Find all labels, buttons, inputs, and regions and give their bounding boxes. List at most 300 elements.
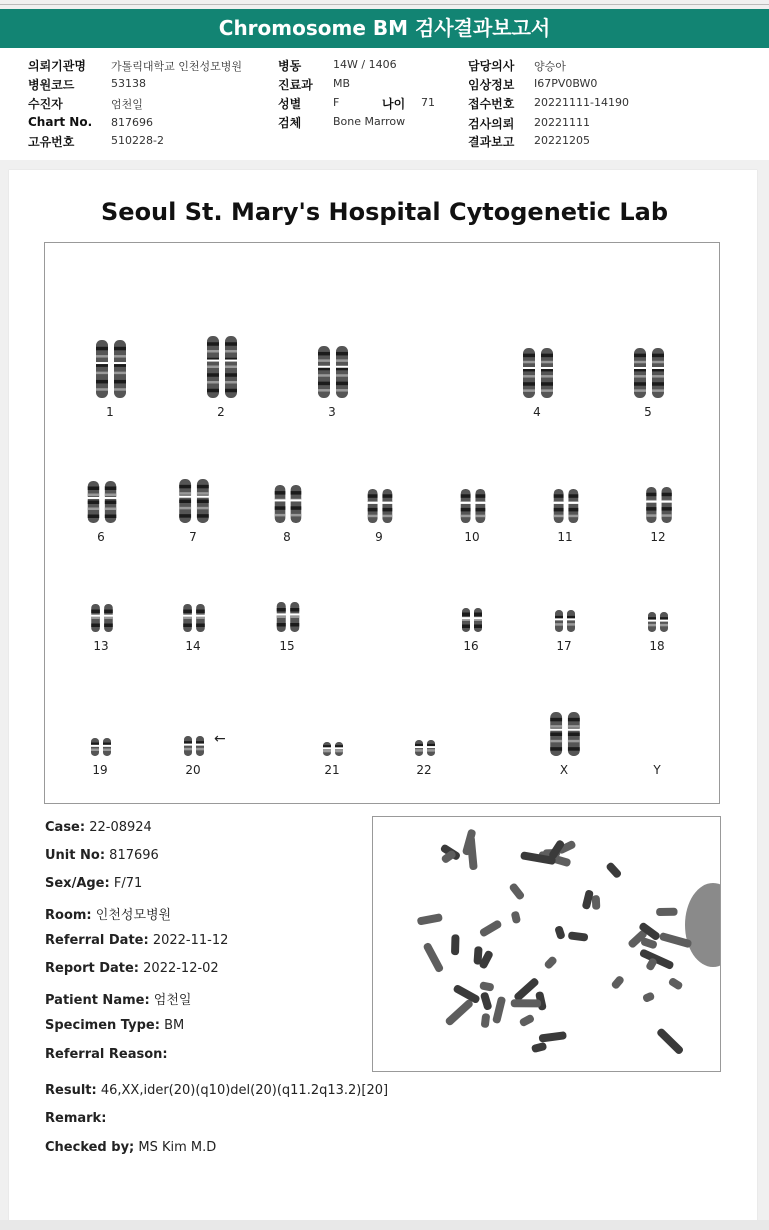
metaphase-chromosome — [543, 955, 558, 970]
chromosome-band — [183, 624, 192, 628]
chromosome-band — [225, 389, 237, 393]
chromosome-label: 8 — [283, 530, 291, 544]
chromosome-band — [336, 374, 348, 377]
chromosome — [660, 612, 668, 632]
chromosome-band — [104, 624, 113, 628]
result-row: Result: 46,XX,ider(20)(q10)del(20)(q11.2q13.2)[20] — [45, 1083, 389, 1098]
centromere — [541, 367, 554, 369]
centromere — [661, 501, 672, 503]
chromosome — [662, 487, 672, 523]
chromosome-band — [104, 610, 113, 614]
chromosome-band — [462, 625, 470, 629]
chromosome — [475, 489, 485, 523]
chromosome-pair — [634, 348, 665, 398]
room-row: Room: 인천성모병원 — [45, 908, 172, 923]
chromosome-band — [415, 749, 423, 752]
chromosome-band — [474, 613, 482, 617]
metaphase-spread-panel — [372, 816, 721, 1072]
bottom-strip — [0, 1220, 769, 1230]
chromosome-label: 16 — [463, 639, 479, 653]
centromere — [318, 366, 331, 368]
chromosome-band — [179, 500, 191, 504]
chromosome-band — [568, 725, 580, 728]
karyotype-image — [45, 243, 719, 803]
chromosome-pair — [179, 479, 210, 523]
chromosome-band — [96, 388, 108, 391]
report-banner — [0, 9, 769, 48]
chromosome-band — [291, 514, 302, 517]
info-label: 결과보고 — [468, 135, 515, 149]
chromosome-band — [554, 508, 564, 512]
chromosome-label: 5 — [644, 405, 652, 419]
centromere — [91, 745, 100, 747]
chromosome-band — [550, 718, 562, 722]
checked-by-row: Checked by; MS Kim M.D — [45, 1140, 217, 1155]
centromere — [196, 615, 206, 617]
chromosome-band — [368, 494, 378, 498]
centromere — [96, 362, 109, 364]
chromosome-label: 21 — [324, 763, 340, 777]
info-label: 임상정보 — [468, 78, 515, 92]
chromosome-band — [275, 506, 286, 510]
chromosome-label: 7 — [189, 530, 197, 544]
centromere — [555, 618, 564, 620]
chromosome-band — [646, 514, 656, 517]
chromosome-band — [91, 624, 100, 628]
chromosome-band — [96, 372, 108, 375]
chromosome-band — [196, 624, 205, 628]
metaphase-chromosome — [481, 1013, 491, 1028]
metaphase-spread-image — [373, 817, 720, 1071]
info-value: I67PV0BW0 — [534, 77, 598, 90]
chromosome-band — [275, 491, 286, 495]
metaphase-chromosome — [642, 991, 656, 1003]
chromosome-band — [104, 617, 113, 620]
chromosome-band — [277, 608, 286, 612]
chromosome-band — [277, 616, 286, 619]
chromosome — [648, 612, 656, 632]
centromere — [382, 502, 393, 504]
chromosome-band — [105, 515, 116, 519]
info-label: Chart No. — [28, 115, 93, 129]
chromosome-band — [662, 514, 672, 517]
info-label: 성별 — [278, 97, 302, 111]
metaphase-chromosome — [610, 975, 625, 990]
chromosome-band — [225, 373, 237, 377]
metaphase-chromosome — [639, 948, 675, 970]
chromosome-band — [646, 507, 656, 511]
chromosome-band — [541, 361, 553, 364]
chromosome-band — [652, 361, 664, 364]
chromosome-band — [523, 382, 535, 386]
info-label: 수진자 — [28, 97, 63, 111]
chromosome-band — [555, 623, 563, 626]
chromosome-band — [568, 515, 578, 518]
chromosome-label: 9 — [375, 530, 383, 544]
metaphase-chromosome — [656, 1027, 685, 1055]
chromosome-band — [652, 354, 664, 358]
centromere — [523, 367, 536, 369]
metaphase-chromosome — [519, 1013, 536, 1027]
chromosome — [646, 487, 656, 523]
centromere — [474, 617, 483, 619]
chromosome-pair — [555, 610, 576, 632]
info-value: Bone Marrow — [333, 115, 406, 128]
chromosome-band — [88, 487, 99, 491]
chromosome-band — [179, 492, 191, 495]
metaphase-chromosome — [656, 908, 678, 916]
chromosome — [555, 610, 563, 632]
chromosome-band — [196, 748, 204, 751]
chromosome-band — [207, 342, 219, 346]
metaphase-chromosome — [511, 999, 541, 1007]
chromosome-band — [114, 355, 126, 358]
chromosome-band — [197, 514, 209, 518]
chromosome-band — [318, 382, 330, 386]
chromosome-band — [197, 485, 209, 489]
chromosome-band — [207, 350, 219, 353]
chromosome-pair — [87, 481, 117, 523]
chromosome-band — [662, 493, 672, 497]
chromosome-band — [382, 494, 392, 498]
info-value: 20221111 — [534, 116, 590, 129]
info-value: 20221111-14190 — [534, 96, 629, 109]
chromosome — [461, 489, 471, 523]
metaphase-chromosome — [473, 946, 482, 965]
chromosome-band — [335, 750, 343, 753]
chromosome-label: 22 — [416, 763, 432, 777]
chromosome-band — [318, 352, 330, 356]
chromosome-band — [568, 718, 580, 722]
chromosome-band — [290, 616, 299, 619]
info-value: 510228-2 — [111, 134, 164, 147]
centromere — [290, 499, 302, 501]
centromere — [114, 362, 127, 364]
centromere — [225, 360, 238, 362]
chromosome-band — [114, 388, 126, 391]
chromosome-pair — [276, 602, 300, 632]
chromosome — [103, 738, 111, 756]
metaphase-chromosome — [480, 991, 493, 1010]
chromosome-band — [382, 515, 392, 518]
chromosome-band — [568, 733, 580, 737]
centromere — [274, 499, 286, 501]
chromosome-band — [184, 748, 192, 751]
chromosome-band — [646, 493, 656, 497]
chromosome-band — [662, 507, 672, 511]
chromosome-pair — [91, 738, 112, 756]
centromere — [207, 360, 220, 362]
chromosome-pair — [274, 485, 302, 523]
centromere — [415, 746, 424, 748]
metaphase-chromosome — [531, 1042, 547, 1053]
chromosome-band — [568, 747, 580, 751]
centromere — [634, 367, 647, 369]
chromosome-pair — [462, 608, 483, 632]
chromosome-band — [568, 508, 578, 512]
chromosome-band — [88, 508, 99, 511]
chromosome-label: 14 — [185, 639, 201, 653]
chromosome-band — [290, 608, 299, 612]
centromere — [475, 502, 486, 504]
chromosome-band — [277, 623, 286, 627]
chromosome-band — [550, 740, 562, 743]
chromosome-band — [114, 380, 126, 384]
lab-title: Seoul St. Mary's Hospital Cytogenetic Lab — [101, 198, 668, 226]
chromosome-band — [336, 389, 348, 392]
centromere — [290, 613, 300, 615]
chromosome-label: X — [559, 763, 569, 777]
chromosome — [291, 485, 302, 523]
chromosome-band — [105, 508, 116, 511]
chromosome-band — [179, 514, 191, 518]
centromere — [553, 502, 564, 504]
centromere — [550, 729, 563, 731]
centromere — [648, 620, 657, 622]
chromosome-pair — [553, 489, 579, 523]
referral-date-row: Referral Date: 2022-11-12 — [45, 933, 229, 948]
chromosome-band — [114, 347, 126, 351]
chromosome-band — [554, 515, 564, 518]
info-label: 접수번호 — [468, 97, 515, 111]
chromosome-band — [225, 366, 237, 369]
chromosome-band — [336, 382, 348, 386]
chromosome-band — [318, 389, 330, 392]
chromosome-band — [382, 508, 392, 512]
chromosome — [91, 738, 99, 756]
chromosome-label: 15 — [279, 639, 295, 653]
chromosome-band — [368, 515, 378, 518]
chromosome-band — [475, 515, 485, 518]
chromosome-band — [652, 389, 664, 392]
chromosome-band — [318, 359, 330, 362]
info-value: 20221205 — [534, 134, 590, 147]
info-value: MB — [333, 77, 351, 90]
info-label: 병원코드 — [28, 78, 75, 92]
chromosome-band — [96, 347, 108, 351]
chromosome-band — [91, 610, 100, 614]
chromosome-band — [652, 382, 664, 386]
chromosome-pair — [523, 348, 554, 398]
centromere — [183, 615, 193, 617]
remark-row: Remark: — [45, 1111, 107, 1126]
metaphase-chromosome — [492, 996, 506, 1024]
info-value: F — [333, 96, 340, 109]
chromosome-band — [652, 375, 664, 378]
chromosome-band — [660, 624, 668, 627]
chromosome — [567, 610, 575, 632]
chromosome-band — [523, 389, 535, 392]
info-label: 고유번호 — [28, 135, 75, 149]
chromosome-label: 18 — [649, 639, 665, 653]
chromosome-band — [88, 515, 99, 519]
chromosome-band — [207, 389, 219, 393]
metaphase-chromosome — [605, 861, 622, 879]
info-value: 817696 — [111, 116, 153, 129]
chromosome-band — [567, 623, 575, 626]
chromosome-label: 17 — [556, 639, 572, 653]
chromosome-pair — [96, 340, 127, 398]
chromosome-band — [323, 750, 331, 753]
metaphase-chromosome — [444, 998, 474, 1026]
chromosome-band — [207, 381, 219, 384]
chromosome-band — [318, 374, 330, 377]
chromosome-pair — [646, 487, 673, 523]
chromosome-band — [207, 373, 219, 377]
centromere — [91, 615, 101, 617]
chromosome-band — [197, 492, 209, 495]
chromosome-label: 3 — [328, 405, 336, 419]
centromere — [652, 367, 665, 369]
chromosome-band — [634, 354, 646, 358]
chromosome-band — [179, 507, 191, 510]
chromosome — [568, 489, 578, 523]
chromosome-label: 6 — [97, 530, 105, 544]
chromosome-label: 4 — [533, 405, 541, 419]
chromosome-band — [634, 361, 646, 364]
chromosome-label: 20 — [185, 763, 201, 777]
chromosome-band — [336, 359, 348, 362]
metaphase-chromosome — [568, 931, 589, 941]
unit-row: Unit No: 817696 — [45, 848, 159, 863]
info-value: 양승아 — [534, 60, 566, 73]
chromosome-label: 19 — [92, 763, 108, 777]
top-rule — [0, 4, 769, 5]
chromosome-band — [225, 342, 237, 346]
chromosome-band — [225, 381, 237, 384]
chromosome-band — [105, 494, 116, 497]
chromosome-band — [290, 623, 299, 627]
info-value: 엄천일 — [111, 98, 143, 111]
chromosome-band — [207, 366, 219, 369]
chromosome-band — [427, 749, 435, 752]
chromosome-band — [96, 355, 108, 358]
centromere — [323, 747, 332, 749]
chromosome-pair — [183, 604, 206, 632]
chromosome-band — [291, 491, 302, 495]
centromere — [567, 618, 576, 620]
info-label: 나이 — [382, 97, 406, 111]
centromere — [184, 744, 193, 746]
chromosome-band — [105, 501, 116, 505]
metaphase-chromosome — [511, 911, 522, 925]
centromere — [567, 729, 580, 731]
chromosome-band — [196, 610, 205, 614]
centromere — [104, 497, 116, 499]
centromere — [462, 617, 471, 619]
centromere — [460, 502, 471, 504]
chromosome — [196, 736, 204, 756]
chromosome-pair — [550, 712, 581, 756]
metaphase-chromosome — [668, 977, 684, 991]
chromosome-band — [475, 508, 485, 512]
centromere — [104, 615, 114, 617]
chromosome-band — [461, 515, 471, 518]
chromosome-band — [541, 375, 553, 378]
chromosome-band — [275, 514, 286, 517]
chromosome-pair — [91, 604, 114, 632]
patient-name-row: Patient Name: 엄천일 — [45, 993, 192, 1008]
chromosome — [554, 489, 564, 523]
report-title: Chromosome BM 검사결과보고서 — [218, 16, 551, 40]
centromere — [427, 746, 436, 748]
centromere — [660, 620, 669, 622]
chromosome-label: 10 — [464, 530, 480, 544]
chromosome-band — [475, 494, 485, 498]
chromosome-label: 12 — [650, 530, 666, 544]
chromosome-pair — [415, 740, 436, 756]
chromosome-band — [474, 625, 482, 629]
chromosome-band — [183, 617, 192, 620]
info-label: 진료과 — [278, 78, 313, 92]
chromosome-band — [462, 613, 470, 617]
chromosome-band — [541, 389, 553, 392]
chromosome-band — [461, 494, 471, 498]
chromosome-band — [91, 617, 100, 620]
chromosome-label: 2 — [217, 405, 225, 419]
metaphase-chromosome — [451, 934, 460, 955]
sex-age-row: Sex/Age: F/71 — [45, 876, 143, 891]
centromere — [276, 613, 286, 615]
chromosome-label: Y — [653, 763, 661, 777]
metaphase-chromosome — [422, 942, 444, 974]
chromosome-pair — [184, 736, 205, 756]
centromere — [87, 497, 99, 499]
chromosome-band — [105, 487, 116, 491]
chromosome-band — [103, 749, 111, 752]
metaphase-chromosome — [539, 1031, 567, 1043]
info-value: 53138 — [111, 77, 146, 90]
info-label: 병동 — [278, 59, 302, 73]
chromosome-band — [550, 733, 562, 737]
chromosome-band — [541, 354, 553, 358]
chromosome-band — [96, 380, 108, 384]
chromosome-band — [183, 610, 192, 614]
info-label: 의뢰기관명 — [28, 59, 86, 73]
chromosome-band — [197, 500, 209, 504]
specimen-type-row: Specimen Type: BM — [45, 1018, 185, 1033]
info-label: 검사의뢰 — [468, 117, 515, 131]
centromere — [367, 502, 378, 504]
centromere — [336, 366, 349, 368]
chromosome-band — [634, 389, 646, 392]
centromere — [646, 501, 657, 503]
abnormality-arrow-icon: ← — [214, 731, 226, 747]
chromosome-band — [568, 494, 578, 498]
chromosome-pair — [648, 612, 669, 632]
chromosome-label: 11 — [557, 530, 573, 544]
chromosome-band — [91, 749, 99, 752]
chromosome-band — [523, 375, 535, 378]
centromere — [179, 496, 192, 498]
centromere — [335, 747, 344, 749]
metaphase-chromosome — [508, 882, 525, 901]
chromosome-band — [336, 352, 348, 356]
interphase-nucleus — [685, 883, 720, 967]
info-value: 14W / 1406 — [333, 58, 397, 71]
chromosome — [368, 489, 378, 523]
chromosome-band — [550, 725, 562, 728]
chromosome — [184, 736, 192, 756]
chromosome-band — [554, 494, 564, 498]
chromosome-band — [634, 375, 646, 378]
referral-reason-row: Referral Reason: — [45, 1047, 168, 1062]
chromosome-pair — [460, 489, 486, 523]
chromosome-band — [648, 624, 656, 627]
chromosome-pair — [207, 336, 238, 398]
chromosome — [382, 489, 392, 523]
chromosome-band — [88, 494, 99, 497]
